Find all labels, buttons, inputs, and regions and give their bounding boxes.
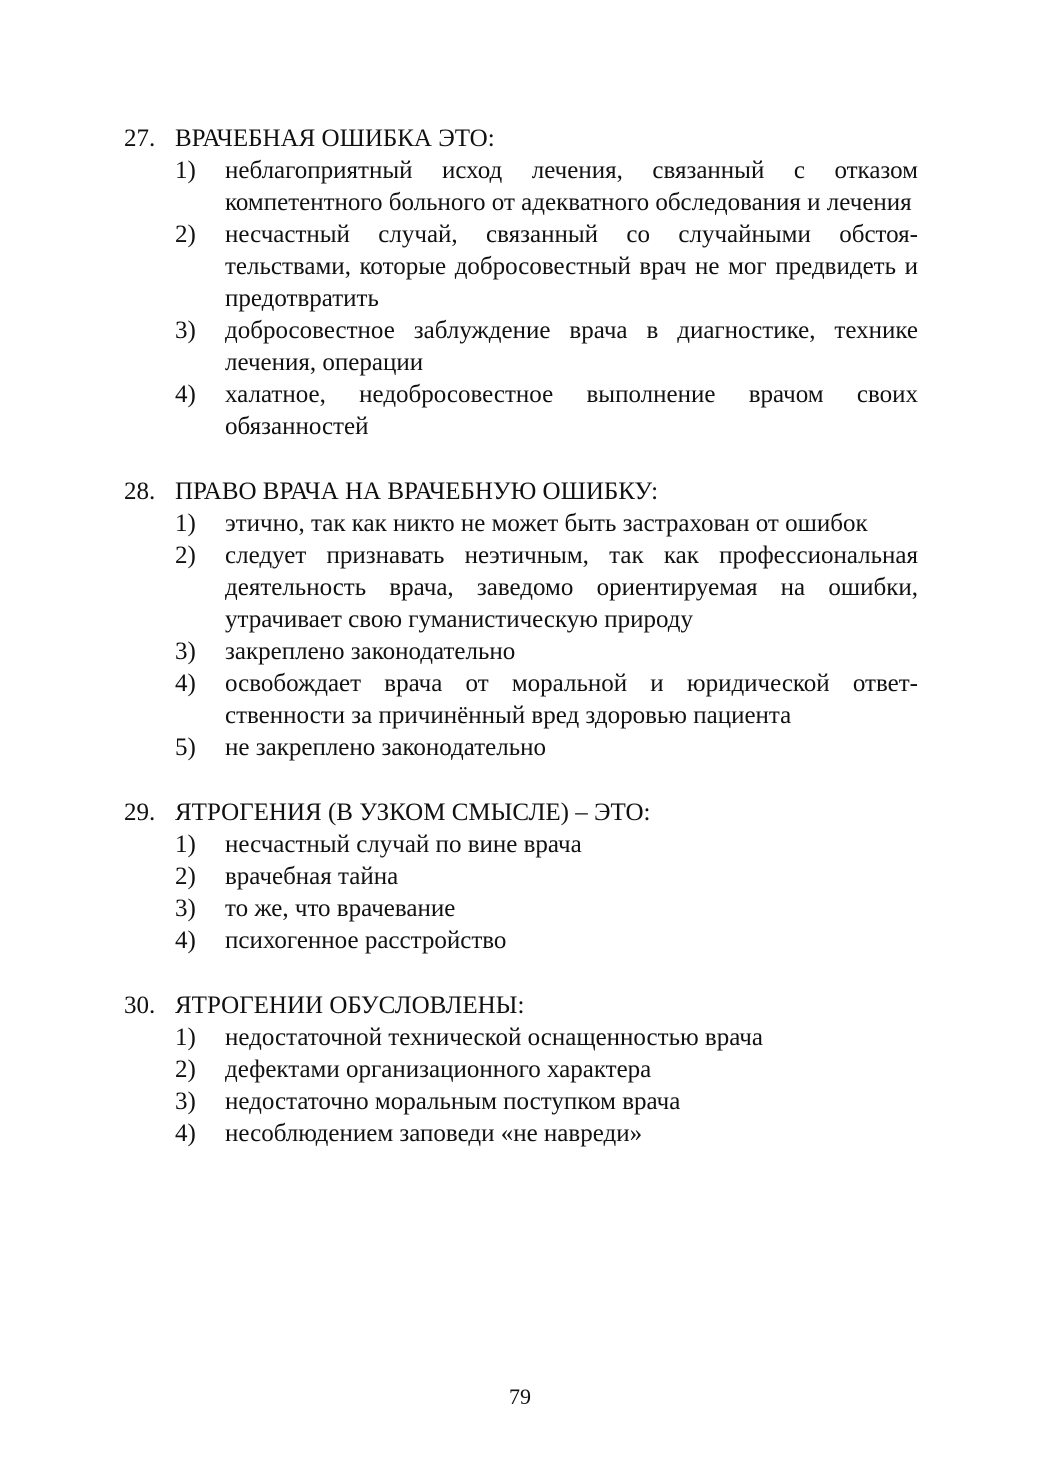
option-text: следует признавать неэтичным, так как профессиональная деятельность врача, заведомо ориентируемая на ошибки, утрачивает свою гуманистическую природу bbox=[225, 542, 918, 633]
answer-option bbox=[124, 1086, 918, 1118]
question-title bbox=[124, 476, 918, 508]
question-27 bbox=[124, 123, 918, 443]
question-number: 30. bbox=[124, 992, 156, 1019]
option-text: несчастный случай, связанный со случайными обстоятельствами, которые добросовестный врач не мог предвидеть и предотвратить bbox=[225, 221, 918, 312]
question-title bbox=[124, 990, 918, 1022]
option-text: недостаточной технической оснащенностью врача bbox=[225, 1024, 763, 1051]
answer-option bbox=[124, 668, 918, 732]
answer-option bbox=[124, 1022, 918, 1054]
answer-option bbox=[124, 508, 918, 540]
answer-option bbox=[124, 636, 918, 668]
question-text: ПРАВО ВРАЧА НА ВРАЧЕБНУЮ ОШИБКУ: bbox=[175, 478, 659, 505]
question-30 bbox=[124, 990, 918, 1150]
answer-option bbox=[124, 379, 918, 443]
answer-option bbox=[124, 893, 918, 925]
option-text: неблагоприятный исход лечения, связанный с отказом компетентного больного от адекватного обследования и лечения bbox=[225, 157, 918, 216]
option-text: не закреплено законодательно bbox=[225, 734, 546, 761]
option-text: психогенное расстройство bbox=[225, 927, 507, 954]
option-text: дефектами организационного характера bbox=[225, 1056, 652, 1083]
option-number: 2) bbox=[175, 1056, 196, 1083]
answer-options bbox=[124, 508, 918, 764]
option-number: 4) bbox=[175, 1120, 196, 1147]
option-text: то же, что врачевание bbox=[225, 895, 456, 922]
answer-option bbox=[124, 829, 918, 861]
option-number: 4) bbox=[175, 670, 196, 697]
option-number: 1) bbox=[175, 157, 196, 184]
option-number: 2) bbox=[175, 863, 196, 890]
option-number: 2) bbox=[175, 221, 196, 248]
answer-option bbox=[124, 732, 918, 764]
option-number: 4) bbox=[175, 927, 196, 954]
option-text: освобождает врача от моральной и юридической ответственности за причинённый вред здоровью пациента bbox=[225, 670, 918, 729]
option-text: закреплено законодательно bbox=[225, 638, 516, 665]
question-title bbox=[124, 797, 918, 829]
option-number: 3) bbox=[175, 638, 196, 665]
option-number: 3) bbox=[175, 895, 196, 922]
option-number: 2) bbox=[175, 542, 196, 569]
option-text: врачебная тайна bbox=[225, 863, 399, 890]
question-title bbox=[124, 123, 918, 155]
question-text: ЯТРОГЕНИЯ (В УЗКОМ СМЫСЛЕ) – ЭТО: bbox=[175, 799, 651, 826]
option-number: 1) bbox=[175, 831, 196, 858]
answer-options bbox=[124, 1022, 918, 1150]
answer-options bbox=[124, 829, 918, 957]
option-text: несчастный случай по вине врача bbox=[225, 831, 582, 858]
answer-option bbox=[124, 861, 918, 893]
option-number: 3) bbox=[175, 1088, 196, 1115]
option-number: 1) bbox=[175, 1024, 196, 1051]
page-number: 79 bbox=[509, 1384, 531, 1409]
answer-option bbox=[124, 540, 918, 636]
question-number: 29. bbox=[124, 799, 156, 826]
question-text: ВРАЧЕБНАЯ ОШИБКА ЭТО: bbox=[175, 125, 495, 152]
page-content bbox=[124, 123, 918, 1183]
answer-option bbox=[124, 1054, 918, 1086]
option-number: 5) bbox=[175, 734, 196, 761]
answer-option bbox=[124, 315, 918, 379]
option-number: 1) bbox=[175, 510, 196, 537]
option-number: 4) bbox=[175, 381, 196, 408]
question-number: 28. bbox=[124, 478, 156, 505]
answer-options bbox=[124, 155, 918, 443]
option-number: 3) bbox=[175, 317, 196, 344]
option-text: недостаточно моральным поступком врача bbox=[225, 1088, 681, 1115]
question-number: 27. bbox=[124, 125, 156, 152]
option-text: добросовестное заблуждение врача в диагностике, технике лечения, операции bbox=[225, 317, 918, 376]
answer-option bbox=[124, 155, 918, 219]
question-29 bbox=[124, 797, 918, 957]
question-28 bbox=[124, 476, 918, 764]
option-text: халатное, недобросовестное выполнение врачом своих обязанностей bbox=[225, 381, 918, 440]
answer-option bbox=[124, 1118, 918, 1150]
question-text: ЯТРОГЕНИИ ОБУСЛОВЛЕНЫ: bbox=[175, 992, 525, 1019]
option-text: этично, так как никто не может быть застрахован от ошибок bbox=[225, 510, 868, 537]
option-text: несоблюдением заповеди «не навреди» bbox=[225, 1120, 643, 1147]
answer-option bbox=[124, 925, 918, 957]
answer-option bbox=[124, 219, 918, 315]
